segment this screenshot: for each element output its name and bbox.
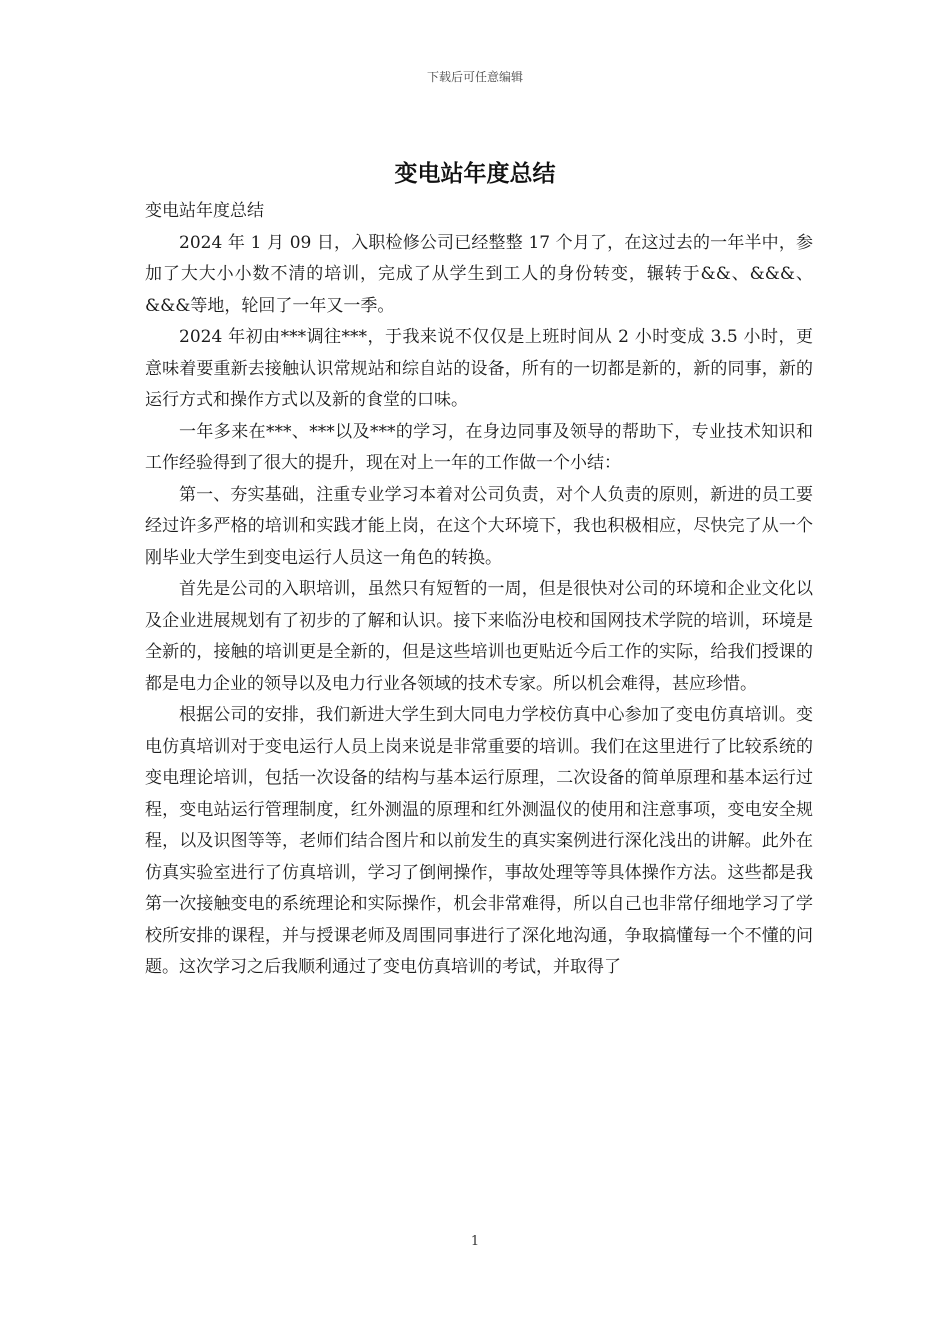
paragraph-1: 2024 年 1 月 09 日，入职检修公司已经整整 17 个月了，在这过去的一年半中，参加了大大小小数不清的培训，完成了从学生到工人的身份转变，辗转于&&、&&&、&&&等地，轮回了一年又一季。	[145, 232, 813, 316]
paragraph-4: 第一、夯实基础，注重专业学习本着对公司负责，对个人负责的原则，新进的员工要经过许多严格的培训和实践才能上岗，在这个大环境下，我也积极相应，尽快完了从一个刚毕业大学生到变电运行人员这一角色的转换。	[145, 484, 813, 568]
paragraph-3: 一年多来在***、***以及***的学习，在身边同事及领导的帮助下，专业技术知识和工作经验得到了很大的提升，现在对上一年的工作做一个小结：	[145, 421, 813, 473]
document-title: 变电站年度总结	[394, 161, 556, 187]
paragraph-6: 根据公司的安排，我们新进大学生到大同电力学校仿真中心参加了变电仿真培训。变电仿真培训对于变电运行人员上岗来说是非常重要的培训。我们在这里进行了比较系统的变电理论培训，包括一次设备的结构与基本运行原理，二次设备的简单原理和基本运行过程，变电站运行管理制度，红外测温的原理和红外测温仪的使用和注意事项，变电安全规程，以及识图等等，老师们结合图片和以前发生的真实案例进行深化浅出的讲解。此外在仿真实验室进行了仿真培训，学习了倒闸操作，事故处理等等具体操作方法。这些都是我第一次接触变电的系统理论和实际操作，机会非常难得，所以自己也非常仔细地学习了学校所安排的课程，并与授课老师及周围同事进行了深化地沟通，争取搞懂每一个不懂的问题。这次学习之后我顺利通过了变电仿真培训的考试，并取得了	[145, 705, 813, 977]
paragraph-5: 首先是公司的入职培训，虽然只有短暂的一周，但是很快对公司的环境和企业文化以及企业进展规划有了初步的了解和认识。接下来临汾电校和国网技术学院的培训，环境是全新的，接触的培训更是全新的，但是这些培训也更贴近今后工作的实际，给我们授课的都是电力企业的领导以及电力行业各领域的技术专家。所以机会难得，甚应珍惜。	[145, 579, 813, 694]
document-subtitle: 变电站年度总结	[145, 201, 264, 221]
paragraph-2: 2024 年初由***调往***，于我来说不仅仅是上班时间从 2 小时变成 3.5 小时，更意味着要重新去接触认识常规站和综自站的设备，所有的一切都是新的，新的同事，新的运行方式和操作方式以及新的食堂的口味。	[145, 327, 813, 410]
document-body	[145, 196, 813, 984]
page-number: 1	[470, 1234, 480, 1249]
page-header-note: 下载后可任意编辑	[426, 70, 523, 84]
